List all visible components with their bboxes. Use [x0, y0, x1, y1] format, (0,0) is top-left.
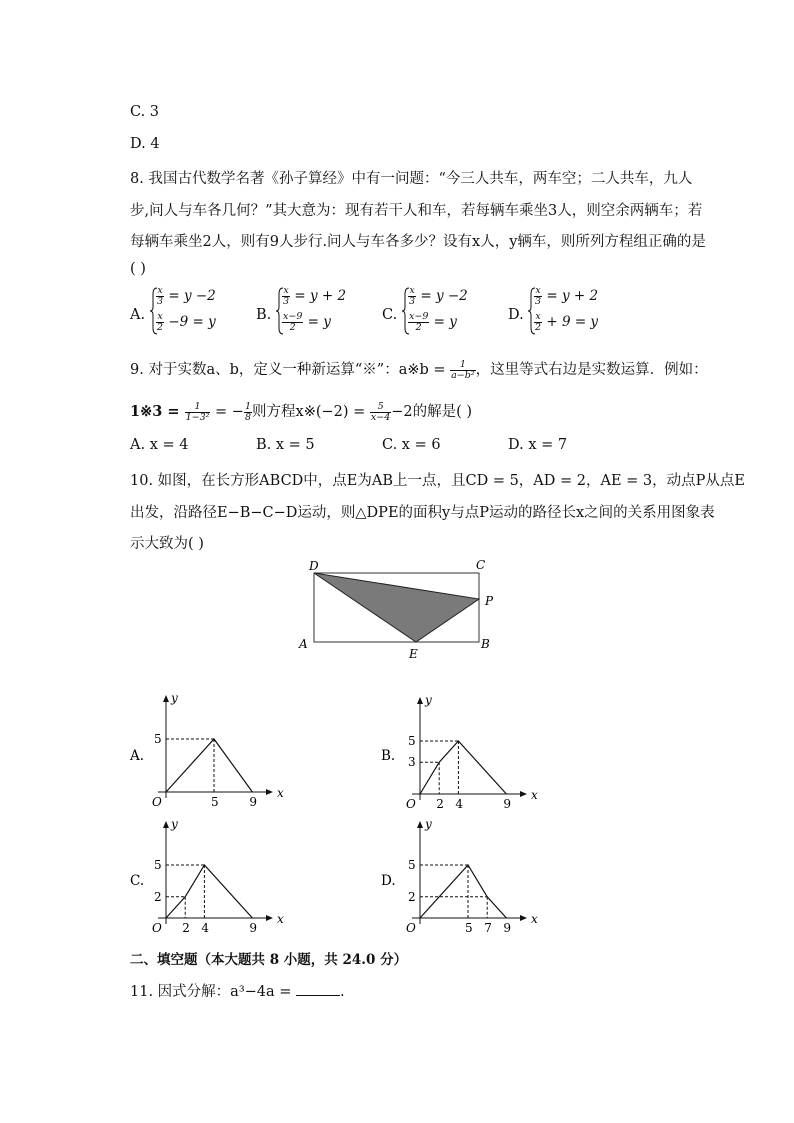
- x-axis-label: x: [277, 786, 284, 800]
- x-axis-label: x: [531, 788, 538, 802]
- q8-eq1-0: $\frac{x}{3}$ = y −2: [157, 285, 216, 307]
- x-axis-arrow: [266, 915, 273, 921]
- y-tick-label: 2: [408, 889, 416, 904]
- q9-option-c: C. x = 6: [382, 437, 441, 453]
- q10-line1: 10. 如图，在长方形ABCD中，点E为AB上一点，且CD = 5，AD = 2，AE = 3，动点P从点E: [130, 473, 745, 489]
- q8-option-label-2: C.: [382, 307, 398, 323]
- x-axis-label: x: [277, 912, 284, 926]
- graph-option-label: D.: [381, 873, 396, 889]
- q9-option-a: A. x = 4: [130, 437, 189, 453]
- y-axis-arrow: [417, 821, 423, 828]
- q11-line: [130, 980, 345, 1001]
- x-axis-label: x: [531, 912, 538, 926]
- y-tick-label: 5: [408, 734, 416, 748]
- label-e: E: [409, 647, 418, 661]
- x-tick-label: 5: [211, 795, 219, 809]
- x-axis-arrow: [520, 791, 527, 797]
- q9-ex-frac2: [244, 402, 252, 423]
- x-axis-arrow: [266, 789, 273, 795]
- y-tick-label: 3: [408, 755, 416, 770]
- q9-ex-frac1-num: 1: [185, 402, 211, 413]
- graph-2: [130, 817, 284, 935]
- graph-3: [381, 817, 538, 935]
- x-tick-label: 4: [455, 797, 464, 811]
- graph-line: [420, 741, 506, 794]
- q9-def-num: 1: [450, 360, 476, 371]
- x-tick-label: 2: [182, 921, 190, 935]
- x-tick-label: 2: [436, 797, 444, 811]
- q8-system-2: [402, 286, 492, 336]
- q7-option-d: D. 4: [130, 136, 160, 152]
- q9-option-b: B. x = 5: [256, 437, 315, 453]
- graph-1: [381, 693, 538, 811]
- q8-eq1-3: $\frac{x}{3}$ = y + 2: [535, 285, 599, 307]
- x-tick-label: 9: [249, 921, 258, 935]
- label-d: D: [309, 559, 319, 573]
- q8-option-label-0: A.: [130, 307, 146, 323]
- rectangle-abcd: [314, 573, 479, 642]
- y-tick-label: 5: [154, 732, 162, 746]
- q10-line3: 示大致为( ): [130, 536, 204, 552]
- graph-line: [166, 739, 252, 792]
- q9-line2-b: = −: [210, 404, 244, 420]
- label-a: A: [299, 637, 308, 651]
- y-axis-label: y: [171, 817, 178, 831]
- label-c: C: [476, 558, 486, 572]
- q8-option-label-3: D.: [508, 307, 524, 323]
- origin-label: O: [406, 921, 416, 935]
- q8-eq1-1: $\frac{x}{3}$ = y + 2: [283, 285, 347, 307]
- q9-ex-frac1: [185, 402, 211, 423]
- q9-line2-d: −2的解是( ): [391, 404, 473, 420]
- q9-option-d: D. x = 7: [508, 437, 568, 453]
- graph-line: [166, 865, 252, 918]
- q9-line2-a: 1※3 =: [130, 403, 185, 420]
- q9-def-den: a−b²: [451, 369, 475, 381]
- q9-line1: [130, 358, 708, 381]
- origin-label: O: [152, 921, 162, 935]
- q8-line3: 每辆车乘坐2人，则有9人步行.问人与车各多少？设有x人，y辆车，则所列方程组正确的是: [130, 234, 706, 250]
- q11-period: .: [340, 984, 345, 1000]
- q9-def-fraction: [450, 360, 476, 381]
- graph-line: [420, 865, 506, 918]
- rectangle-figure: [298, 558, 494, 661]
- q8-eq2-1: $\frac{x-9}{2}$ = y: [283, 311, 331, 333]
- q9-eq-frac-num: 5: [370, 402, 391, 413]
- answer-graphs: [129, 691, 538, 935]
- q10-line2: 出发，沿路径E−B−C−D运动，则△DPE的面积y与点P运动的路径长x之间的关系用图象表: [130, 505, 715, 521]
- y-tick-label: 5: [408, 858, 416, 872]
- y-axis-arrow: [163, 695, 169, 702]
- graph-option-label: C.: [130, 873, 145, 889]
- q9-ex-frac2-num: 1: [244, 400, 252, 412]
- x-tick-label: 9: [503, 921, 512, 935]
- y-axis-label: y: [171, 691, 178, 705]
- label-b: B: [481, 637, 490, 651]
- q8-eq2-2: $\frac{x-9}{2}$ = y: [409, 311, 457, 333]
- q9-line1-b: ，这里等式右边是实数运算．例如：: [475, 362, 708, 378]
- y-axis-label: y: [425, 693, 432, 707]
- q11-answer-blank[interactable]: [296, 983, 340, 996]
- q9-eq-frac: [370, 402, 391, 423]
- q8-option-label-1: B.: [256, 307, 272, 323]
- q8-system-1: [276, 286, 366, 336]
- y-axis-arrow: [163, 821, 169, 828]
- q9-eq-frac-den: x−4: [370, 411, 391, 423]
- q8-system-0: [150, 286, 240, 336]
- x-tick-label: 7: [484, 921, 492, 935]
- y-axis-label: y: [425, 817, 432, 831]
- triangle-dpe: [314, 573, 479, 642]
- x-tick-label: 9: [249, 795, 258, 809]
- q8-line1: 8. 我国古代数学名著《孙子算经》中有一问题：“今三人共车，两车空；二人共车，九人: [130, 171, 693, 187]
- q8-eq1-2: $\frac{x}{3}$ = y −2: [409, 285, 468, 307]
- graph-0: [129, 691, 284, 809]
- q9-ex-frac1-den: 1−3²: [185, 411, 210, 423]
- q9-line2: [130, 400, 472, 423]
- q8-eq2-0: $\frac{x}{2}$ −9 = y: [157, 311, 216, 333]
- q9-ex-frac2-den: 8: [244, 411, 252, 423]
- y-tick-label: 5: [154, 858, 162, 872]
- q11-text: 11. 因式分解：a³−4a =: [130, 984, 297, 1000]
- x-axis-arrow: [520, 915, 527, 921]
- q9-line1-a: 9. 对于实数a、b，定义一种新运算“※”：a※b =: [130, 362, 451, 378]
- x-tick-label: 5: [465, 921, 473, 935]
- q8-line4: ( ): [130, 261, 146, 277]
- q7-option-c: C. 3: [130, 104, 160, 120]
- q8-line2: 步,问人与车各几何？”其大意为：现有若干人和车，若每辆车乘坐3人，则空余两辆车；若: [130, 203, 703, 219]
- q9-line2-c: 则方程x※(−2) =: [252, 404, 370, 420]
- y-axis-arrow: [417, 697, 423, 704]
- y-tick-label: 2: [154, 889, 162, 904]
- graph-option-label: B.: [381, 748, 396, 764]
- origin-label: O: [406, 797, 416, 811]
- x-tick-label: 9: [503, 797, 512, 811]
- x-tick-label: 4: [201, 921, 210, 935]
- q8-eq2-3: $\frac{x}{2}$ + 9 = y: [535, 311, 599, 333]
- graph-option-label: A.: [130, 748, 145, 764]
- origin-label: O: [152, 795, 162, 809]
- q8-system-3: [528, 286, 618, 336]
- section-fill-in-title: 二、填空题（本大题共 8 小题，共 24.0 分）: [130, 952, 408, 968]
- label-p: P: [485, 594, 494, 608]
